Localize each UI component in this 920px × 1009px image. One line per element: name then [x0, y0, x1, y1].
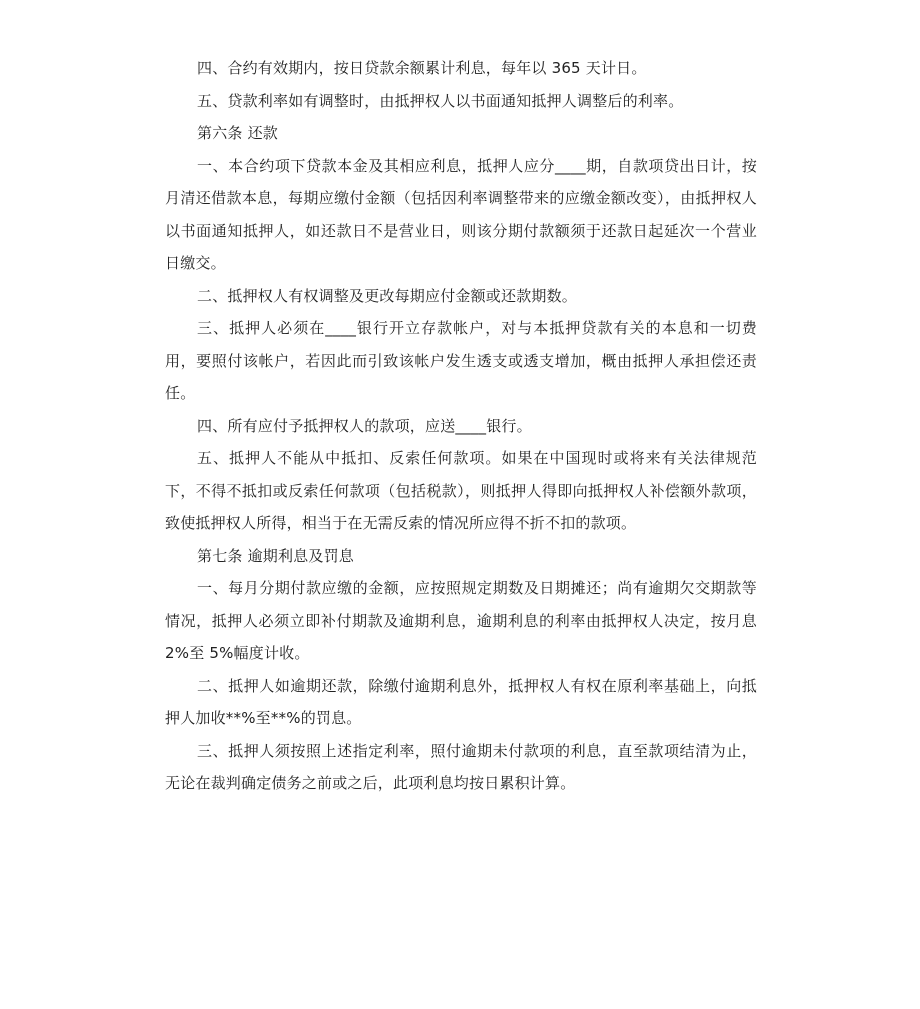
- document-body: [165, 52, 757, 800]
- article-6-item-1: 一、本合约项下贷款本金及其相应利息，抵押人应分____期，自款项贷出日计，按月清还借款本息，每期应缴付金额（包括因利率调整带来的应缴金额改变），由抵押权人以书面通知抵押人，如还款日不是营业日，则该分期付款额须于还款日起延次一个营业日缴交。: [165, 156, 757, 272]
- clause-5-item-4: 四、合约有效期内，按日贷款余额累计利息，每年以 365 天计日。: [197, 59, 647, 77]
- clause-5-item-5: 五、贷款利率如有调整时，由抵押权人以书面通知抵押人调整后的利率。: [197, 91, 684, 110]
- article-6-item-2: 二、抵押权人有权调整及更改每期应付金额或还款期数。: [197, 286, 578, 305]
- article-7-item-2: 二、抵押人如逾期还款，除缴付逾期利息外，抵押权人有权在原利率基础上，向抵押人加收**%至**%的罚息。: [165, 676, 757, 727]
- article-6-item-5: 五、抵押人不能从中抵扣、反索任何款项。如果在中国现时或将来有关法律规范下，不得不抵扣或反索任何款项（包括税款），则抵押人得即向抵押权人补偿额外款项，致使抵押权人所得，相当于在无需反索的情况所应得不折不扣的款项。: [165, 449, 757, 532]
- article-6-heading: 第六条 还款: [197, 124, 278, 142]
- article-7-item-1: 一、每月分期付款应缴的金额，应按照规定期数及日期摊还；尚有逾期欠交期款等情况，抵押人必须立即补付期款及逾期利息，逾期利息的利率由抵押权人决定，按月息 2%至 5%幅度计收。: [165, 579, 757, 662]
- article-6-item-3: 三、抵押人必须在____银行开立存款帐户，对与本抵押贷款有关的本息和一切费用，要照付该帐户，若因此而引致该帐户发生透支或透支增加，概由抵押人承担偿还责任。: [165, 319, 757, 402]
- article-7-item-3: 三、抵押人须按照上述指定利率，照付逾期未付款项的利息，直至款项结清为止，无论在裁判确定债务之前或之后，此项利息均按日累积计算。: [165, 741, 757, 792]
- article-7-heading: 第七条 逾期利息及罚息: [197, 546, 354, 565]
- article-6-item-4: 四、所有应付予抵押权人的款项，应送____银行。: [197, 416, 532, 435]
